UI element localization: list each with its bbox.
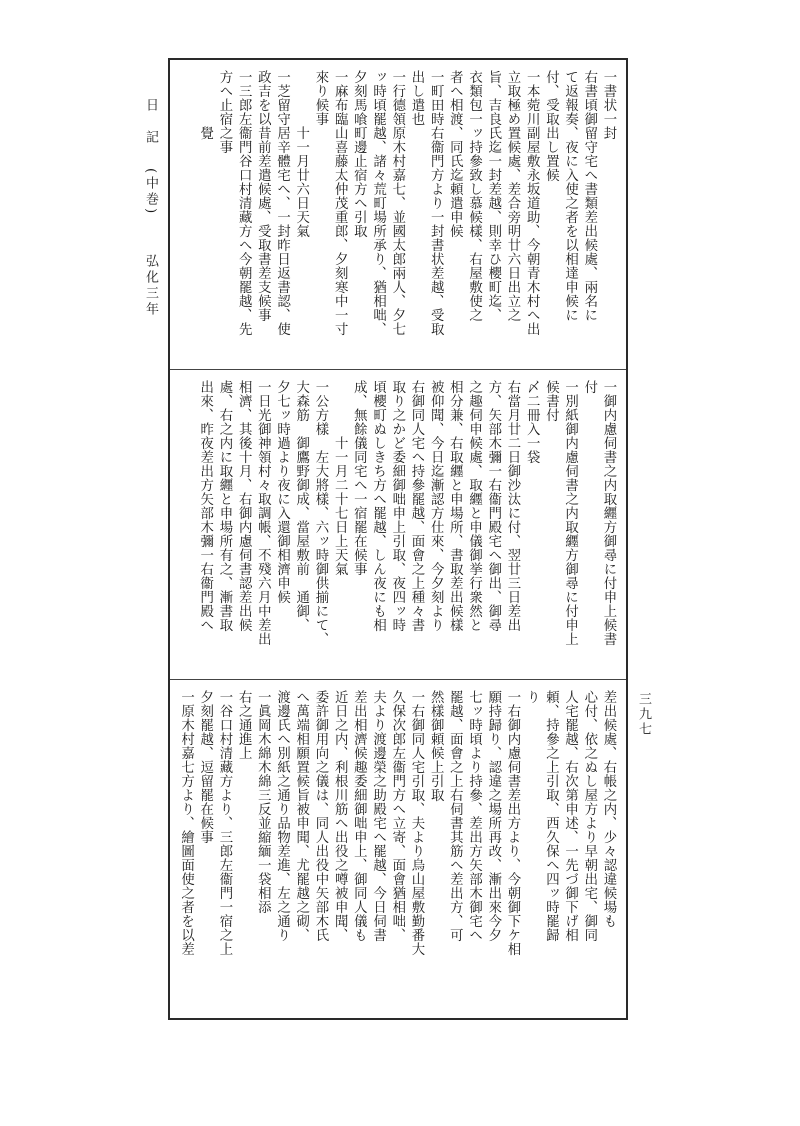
text-column: 心付、依之ぬし屋方より早朝出宅、御同 — [581, 690, 597, 942]
text-column: 旨、吉良氏迄一封差越、則幸ひ櫻町迄、 — [485, 70, 501, 322]
text-column: 者へ相渡、同氏迄頼遣申候 — [447, 70, 463, 238]
text-column: 夕刻馬喰町邊止宿方へ引取 — [351, 70, 367, 238]
text-column: 之趣伺申候處、取纒と申儀御挙行衆然と — [466, 380, 482, 632]
text-column: 立取極め置候處、差合旁明廿六日出立之 — [504, 70, 520, 322]
text-column: 相分兼、右取纒と申場所、書取差出候樣 — [447, 380, 463, 632]
text-column: 大森筋 御鷹野御成、當屋敷前 通御、 — [293, 380, 309, 632]
text-column: 一書状一封 — [601, 70, 616, 140]
text-column: 一芝留守居辛體宅へ、一封昨日返書認、使 — [274, 70, 290, 336]
running-head-title: 日 記 — [143, 98, 158, 146]
text-section-upper — [170, 60, 626, 368]
text-column: 一町田時右衞門方より一封書状差越、受取 — [428, 70, 444, 336]
text-column: 右之通進上 — [236, 690, 252, 760]
text-column: 一右御内慮伺書差出方より、今朝御下ケ相 — [504, 690, 520, 956]
text-column: 差出相濟候趣委細御咄申上、御同人儀も — [351, 690, 367, 942]
text-column: 來り候事 — [312, 70, 328, 126]
running-head-year: 弘化三年 — [143, 254, 158, 318]
text-column: ッ時頃罷越、諸々荒町場所承り、猶相咄、 — [370, 70, 386, 336]
text-column: 一公方樣 左大將樣、六ッ時御供揃にて、 — [312, 380, 328, 646]
text-column: 相濟、其後十月、右御内慮伺書認差出候 — [236, 380, 252, 632]
text-column: 一右御同人宅引取、夫より烏山屋敷勤番大 — [408, 690, 424, 956]
text-column: 渡邊氏へ別紙之通り品物差進、左之通り — [274, 690, 290, 942]
text-column: 右御同人宅へ持參罷越、面會之上種々書 — [408, 380, 424, 632]
text-column: 出來、昨夜差出方矢部木彌一右衞門殿へ — [197, 380, 213, 632]
text-column: 頃櫻町ぬしきち方へ罷越、しん夜にも相 — [370, 380, 386, 632]
text-column: 夕七ッ時過より夜に入還御相濟申候 — [274, 380, 290, 604]
text-column: 一麻布臨山喜藤太仲茂重郎、夕刻寒中一寸 — [332, 70, 348, 336]
text-column: 七ッ時頃より持參、差出方矢部木御宅へ — [466, 690, 482, 942]
text-column: 夕刻罷越、逗留罷在候事 — [197, 690, 213, 844]
text-column: 一日光御神領村々取調帳、不殘六月中差出 — [255, 380, 271, 646]
text-column: 一三郎左衞門谷口村清藏方へ今朝罷越、先 — [236, 70, 252, 336]
text-column: 候書付 — [543, 380, 559, 422]
text-column: 右書頃御留守宅へ書類差出候處、兩名に — [581, 70, 597, 322]
text-column: 然樣御頼候上引取 — [428, 690, 444, 802]
text-column: 夫より渡邊榮之助殿宅へ罷越、今日伺書 — [370, 690, 386, 942]
text-column: 罷越、面會之上右伺書其筋へ差出方、可 — [447, 690, 463, 942]
text-column: 處、右之内に取纒と申場所有之、漸書取 — [216, 380, 232, 632]
text-column: り — [524, 690, 540, 704]
text-frame — [168, 58, 628, 1020]
text-column: 一眞岡木綿木綿三反並縮緬一袋相添 — [255, 690, 271, 914]
page-number: 三九七 — [636, 692, 651, 737]
date-heading: 覺 — [197, 126, 213, 141]
text-column: 頼、持參之上引取、西久保へ四ッ時罷歸 — [543, 690, 559, 942]
text-column: て返報奏、夜に入使之者を以相達申候に — [562, 70, 578, 322]
text-column: 一御内慮伺書之内取纒方御尋に付申上候書 — [601, 380, 616, 646]
text-column: 政吉を以昔前差遣候處、受取書差支候事 — [255, 70, 271, 322]
text-column: 一行德領原木村嘉七、並國太郎兩人、夕七 — [389, 70, 405, 336]
text-column: 付 — [581, 380, 597, 394]
text-column: 人宅罷越、右次第申述、一先づ御下げ相 — [562, 690, 578, 942]
text-column: 願持歸り、認違之場所再改、漸出來今夕 — [485, 690, 501, 942]
text-column: 方、矢部木彌一右衞門殿宅へ御出、御尋 — [485, 380, 501, 632]
text-column: 出し遣也 — [408, 70, 424, 126]
text-column: 取り之かど委細御咄申上引取、夜四ッ時 — [389, 380, 405, 632]
text-column: 近日之内、利根川筋へ出役之噂被申聞、 — [332, 690, 348, 942]
text-column: 付、受取出し置候 — [543, 70, 559, 182]
text-column: 差出候處、右帳之内、少々認違候場も — [601, 690, 616, 928]
text-section-middle — [170, 370, 626, 678]
text-column: 方へ止宿之事 — [216, 70, 232, 154]
text-column: へ萬端相願置候旨被申聞、尤罷越之砌、 — [293, 690, 309, 942]
text-section-lower — [170, 680, 626, 1020]
text-column: 一原木村嘉七方より、繪圖面使之者を以差 — [178, 690, 194, 956]
running-head-volume: (中巻) — [143, 168, 158, 217]
text-column: 〆二冊入一袋 — [524, 380, 540, 464]
text-column: 右當月廿二日御沙汰に付、翌廿三日差出 — [504, 380, 520, 632]
date-heading: 十一月廿六日天氣 — [293, 126, 309, 239]
date-heading: 十一月二十七日上天氣 — [332, 436, 348, 577]
text-column: 一谷口村清藏方より、三郎左衞門一宿之上 — [216, 690, 232, 956]
text-column: 一別紙御内慮伺書之内取纒方御尋に付申上 — [562, 380, 578, 646]
text-column: 一本菀川副屋敷永坂道助、今朝青木村へ出 — [524, 70, 540, 336]
text-column: 衣類包一ッ持參致し慕候樣、右屋敷使之 — [466, 70, 482, 322]
text-column: 成、無餘儀同宅へ一宿罷在候事 — [351, 380, 367, 576]
text-column: 委許御用向之儀は、同人出役中矢部木氏 — [312, 690, 328, 942]
text-column: 被仰聞、今日迄漸認方仕來、今夕刻より — [428, 380, 444, 632]
text-column: 久保次郎左衞門方へ立寄、面會猶相咄、 — [389, 690, 405, 942]
